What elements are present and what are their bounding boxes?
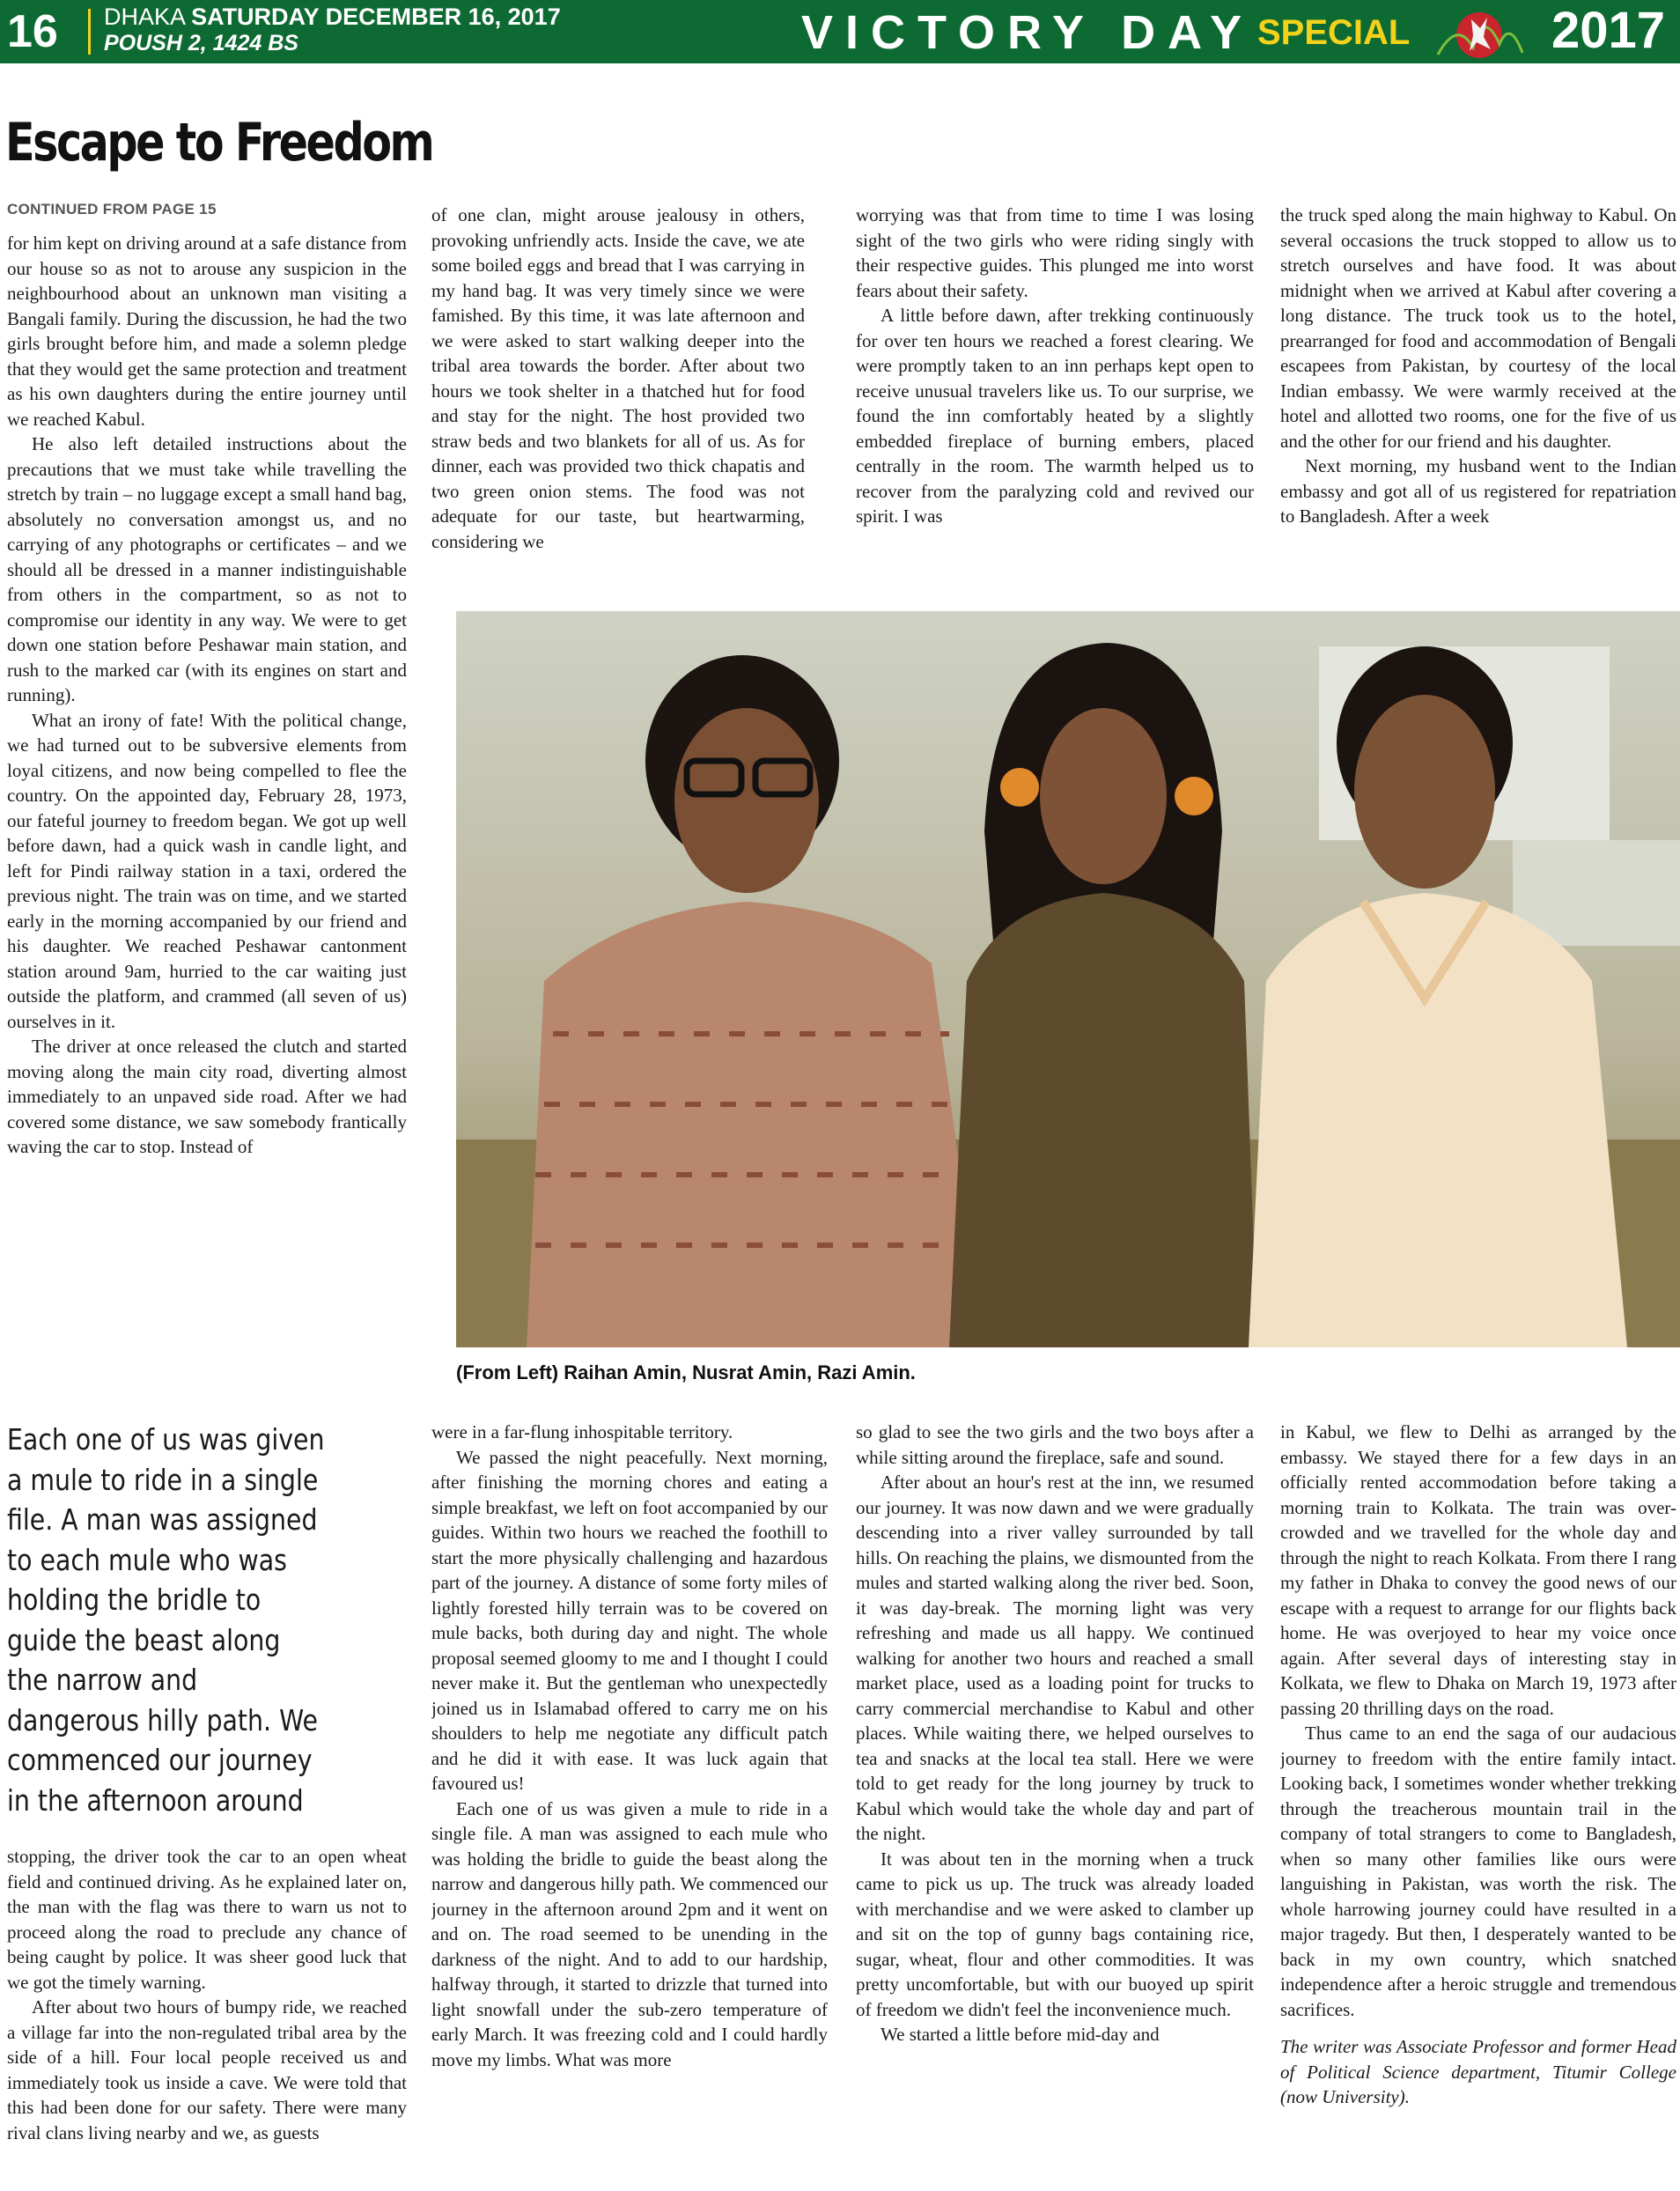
paragraph: in Kabul, we flew to Delhi as arranged by the embassy. We stayed there for a few days in an officially rented accommodation before taking a morning train to Kolkata. The train was over-crowded and we travelled for the whole day and through the night to reach Kolkata. From there I rang my father in Dhaka to convey the good news of our escape with a request to arrange for our flights back home. He was overjoyed to hear my voice once again. After several days of interesting stay in Kolkata, we flew to Dhaka on March 19, 1973 after passing 20 thrilling days on the road.: [1280, 1421, 1676, 1719]
paragraph: After about two hours of bumpy ride, we reached a village far into the non-regulated tribal area by the side of a hill. Four local people received us and immediately took us inside a cave. We were told that this had been done for our safety. There were many rival clans living nearby and we, as guests: [7, 1996, 407, 2143]
pull-quote: Each one of us was given a mule to ride in a single file. A man was assigned to each mule who was holding the bridle to guide the beast along the narrow and dangerous hilly path. We commenced our journey in the afternoon around: [7, 1422, 325, 1818]
paragraph: After about an hour's rest at the inn, we resumed our journey. It was now dawn and we were gradually descending into a river valley surrounded by tall hills. On reaching the plains, we dismounted from the mules and started walking along the river bed. Soon, it was day-break. The morning light was very refreshing and made us all happy. We continued walking for another two hours and reached a small market place, used as a loading point for trucks to carry commercial merchandise to Kabul and other places. While waiting there, we helped ourselves to tea and snacks at the local tea stall. Here we were told to get ready for the long journey by truck to Kabul which would take the whole day and part of the night.: [856, 1472, 1254, 1844]
column-1-top: [7, 231, 407, 1349]
paragraph: worrying was that from time to time I was losing sight of the two girls who were riding singly with their respective guides. This plunged me into worst fears about their safety.: [856, 204, 1254, 301]
paragraph: Each one of us was given a mule to ride in a single file. A man was assigned to each mule who was holding the bridle to guide the beast along the narrow and dangerous hilly path. We commenced our journey in the afternoon around 2pm and it went on and on. The road seemed to be unending in the darkness of the night. And to add to our hardship, halfway through, it started to drizzle that turned into light snowfall under the sub-zero temperature of early March. It was freezing cold and I could hardly move my limbs. What was more: [431, 1797, 828, 2070]
paragraph: We passed the night peacefully. Next morning, after finishing the morning chores and eating a simple breakfast, we left on foot accompanied by our guides. Within two hours we reached the foothill to start the more physically challenging and hazardous part of the journey. A distance of some forty miles of lightly forested hilly terrain was to be covered on mule backs, both during day and night. The whole proposal seemed gloomy to me and I thought I could never make it. But the gentleman who unexpectedly joined us in Islamabad offered to carry me on his shoulders to help me negotiate any difficult patch and he did it with ease. It was luck again that favoured us!: [431, 1446, 828, 1794]
paragraph: The driver at once released the clutch and started moving along the main city road, diverting almost immediately to an unpaved side road. After we had covered some distance, we saw somebody frantically waving the car to stop. Instead of: [7, 1036, 407, 1157]
paragraph: so glad to see the two girls and the two boys after a while sitting around the fireplace, safe and sound.: [856, 1421, 1254, 1468]
section-year: 2017: [1551, 2, 1666, 59]
page-number: 16: [7, 6, 58, 57]
paragraph: It was about ten in the morning when a truck came to pick us up. The truck was already loaded with merchandise and we were asked to clamber up and sit on the top of gunny bags containing rice, sugar, wheat, flour and other commodities. It was pretty uncomfortable, but with our buoyed up spirit of freedom we didn't feel the inconvenience much.: [856, 1848, 1254, 2020]
column-3-bottom: [856, 1420, 1254, 2189]
family-photo: [456, 611, 1680, 1347]
dateline: [104, 2, 561, 32]
photo-caption: (From Left) Raihan Amin, Nusrat Amin, Razi Amin.: [456, 1361, 916, 1383]
paragraph: We started a little before mid-day and: [881, 2024, 1160, 2045]
dateline-date: SATURDAY DECEMBER 16, 2017: [191, 4, 561, 30]
paragraph: What an irony of fate! With the political change, we had turned out to be subversive elements from loyal citizens, and now being compelled to flee the country. On the appointed day, February 28, 1973, our fateful journey to freedom began. We got up well before dawn, had a quick wash in candle light, and left for Pindi railway station in a taxi, ordered the previous night. The train was on time, and we started early in the morning accompanied by our friend and his daughter. We reached Peshawar cantonment station around 9am, hurried to the car waiting just outside the platform, and crammed (all seven of us) ourselves in it.: [7, 709, 407, 1032]
section-title: VICTORY DAY: [801, 6, 1255, 59]
paragraph: the truck sped along the main highway to Kabul. On several occasions the truck stopped to allow us to stretch ourselves and have food. It was about midnight when we arrived at Kabul after covering a long distance. The truck took us to the hotel, prearranged for food and accommodation of Bengali escapees from Pakistan, by courtesy of the local Indian embassy. We were warmly received at the hotel and allotted two rooms, one for the five of us and the other for our friend and his daughter.: [1280, 204, 1676, 452]
paragraph: Next morning, my husband went to the Indian embassy and got all of us registered for repatriation to Bangladesh. After a week: [1280, 455, 1676, 527]
column-2-bottom: [431, 1420, 828, 2189]
paragraph: for him kept on driving around at a safe distance from our house so as not to arouse any suspicion in the neighbourhood about an unknown man visiting a Bangali family. During the discussion, he had the two girls brought before him, and made a solemn pledge that they would get the same protection and treatment as his own daughters during the entire journey until we reached Kabul.: [7, 232, 407, 430]
bangla-date: POUSH 2, 1424 BS: [104, 31, 298, 55]
masthead-banner: [0, 0, 1680, 63]
victory-day-emblem-icon: [1431, 2, 1528, 62]
column-1-bottom: [7, 1844, 407, 2189]
article-headline: Escape to Freedom: [5, 112, 433, 173]
column-2-top: [431, 203, 805, 572]
author-byline: The writer was Associate Professor and former Head of Political Science department, Titumir College (now University).: [1280, 2036, 1676, 2107]
paragraph: stopping, the driver took the car to an open wheat field and continued driving. As he explained later on, the man with the flag was there to warn us not to proceed along the road to preclude any chance of being caught by police. It was sheer good luck that we got the timely warning.: [7, 1846, 407, 1993]
paragraph: Thus came to an end the saga of our audacious journey to freedom with the entire family intact. Looking back, I sometimes wonder whether trekking through the treacherous mountain trail in the company of total strangers to come to Bangladesh, when so many other families like ours were languishing in Pakistan, was worth the risk. The whole harrowing journey could have resulted in a major tragedy. But then, I desperately wanted to be back in my own country, which snatched independence after a heroic struggle and tremendous sacrifices.: [1280, 1723, 1676, 2020]
page-number-divider: [88, 9, 91, 55]
paragraph: were in a far-flung inhospitable territory.: [431, 1421, 733, 1442]
continued-from-label: CONTINUED FROM PAGE 15: [7, 201, 217, 218]
paragraph: of one clan, might arouse jealousy in others, provoking unfriendly acts. Inside the cave, we ate some boiled eggs and bread that I was carrying in my hand bag. It was very timely since we were famished. By this time, it was late afternoon and we were asked to start walking deeper into the tribal area towards the border. After about two hours we took shelter in a thatched hut for food and stay for the night. The host provided two straw beds and two blankets for all of us. As for dinner, each was provided two thick chapatis and two green onion stems. The food was not adequate for our taste, but heartwarming, considering we: [431, 204, 805, 552]
section-subtitle: SPECIAL: [1257, 13, 1411, 52]
column-4-bottom: [1280, 1420, 1676, 2189]
paragraph: A little before dawn, after trekking continuously for over ten hours we reached a forest clearing. We were promptly taken to an inn perhaps kept open to receive unusual travelers like us. To our surprise, we found the inn comfortably heated by a slightly embedded fireplace of burning embers, placed centrally in the room. The warmth helped us to recover from the paralyzing cold and revived our spirit. I was: [856, 305, 1254, 527]
column-3-top: [856, 203, 1254, 572]
paragraph: He also left detailed instructions about the precautions that we must take while travelling the stretch by train – no luggage except a small hand bag, absolutely no conversation amongst us, and no carrying of any photographs or certificates – and we should all be dressed in a manner indistinguishable from others in the compartment, so as not to compromise our identity in any way. We were to get down one station before Peshawar main station, and rush to the marked car (with its engines on start and running).: [7, 433, 407, 705]
column-4-top: [1280, 203, 1676, 572]
dateline-city: DHAKA: [104, 4, 185, 30]
